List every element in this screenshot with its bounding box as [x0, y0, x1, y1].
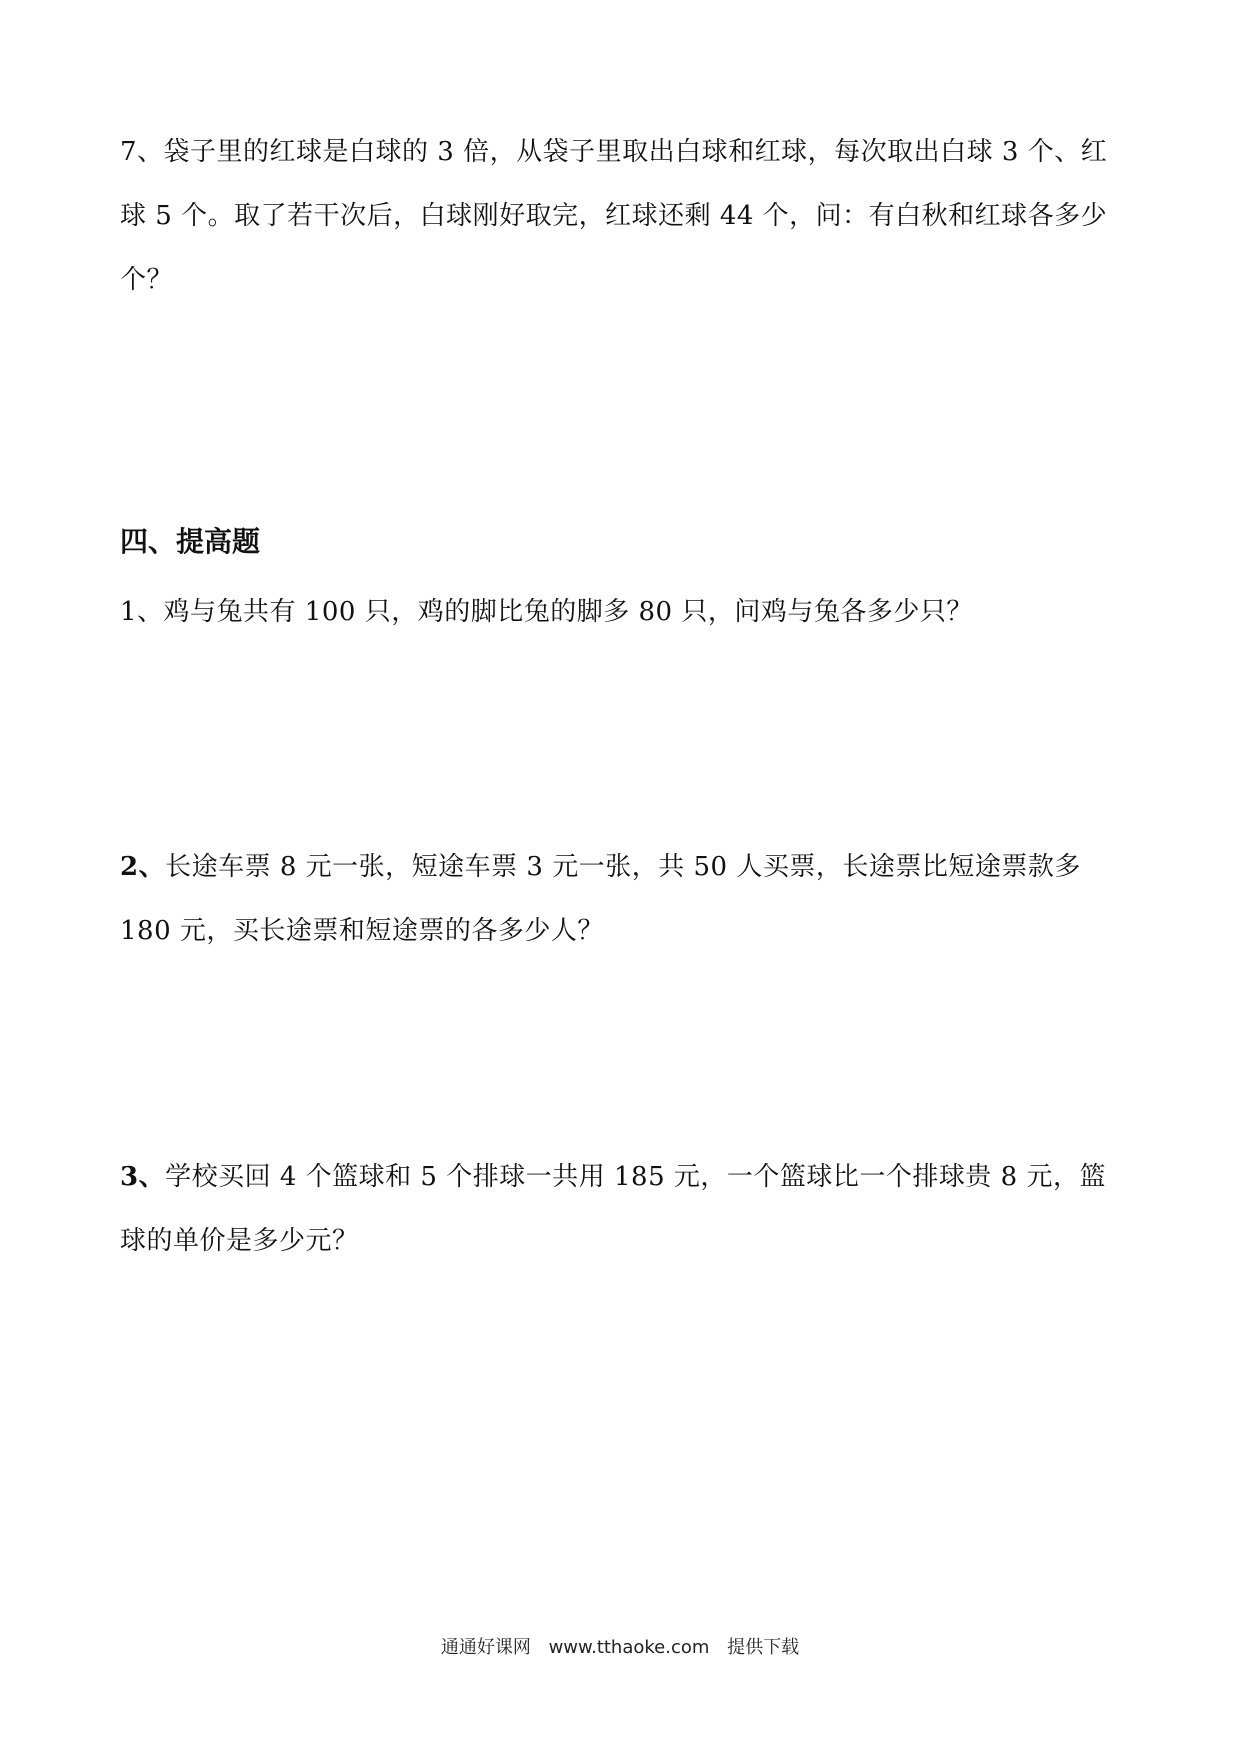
- footer-url[interactable]: www.tthaoke.com: [548, 1637, 710, 1658]
- question-1-text: 鸡与兔共有 100 只，鸡的脚比兔的脚多 80 只，问鸡与兔各多少只？: [163, 597, 973, 627]
- question-7-text: 袋子里的红球是白球的 3 倍，从袋子里取出白球和红球，每次取出白球 3 个、红球 5 个。取了若干次后，白球刚好取完，红球还剩 44 个，问：有白秋和红球各多少个？: [120, 137, 1108, 295]
- page-footer: [0, 1633, 1240, 1659]
- question-7-number: 7、: [120, 137, 164, 167]
- question-3: [120, 1145, 1130, 1273]
- question-1-number: 1、: [120, 597, 164, 627]
- question-3-text: 学校买回 4 个篮球和 5 个排球一共用 185 元，一个篮球比一个排球贵 8 元，篮球的单价是多少元？: [120, 1162, 1106, 1256]
- footer-note: 提供下载: [727, 1637, 800, 1658]
- question-1: [120, 580, 1130, 644]
- question-7: [120, 120, 1130, 312]
- question-2-number: 2、: [120, 852, 166, 882]
- question-2: [120, 835, 1130, 963]
- question-2-text: 长途车票 8 元一张，短途车票 3 元一张，共 50 人买票，长途票比短途票款多 180 元，买长途票和短途票的各多少人？: [120, 852, 1081, 946]
- question-3-number: 3、: [120, 1162, 166, 1192]
- footer-site-name: 通通好课网: [440, 1637, 531, 1658]
- section-heading: 四、提高题: [120, 525, 261, 558]
